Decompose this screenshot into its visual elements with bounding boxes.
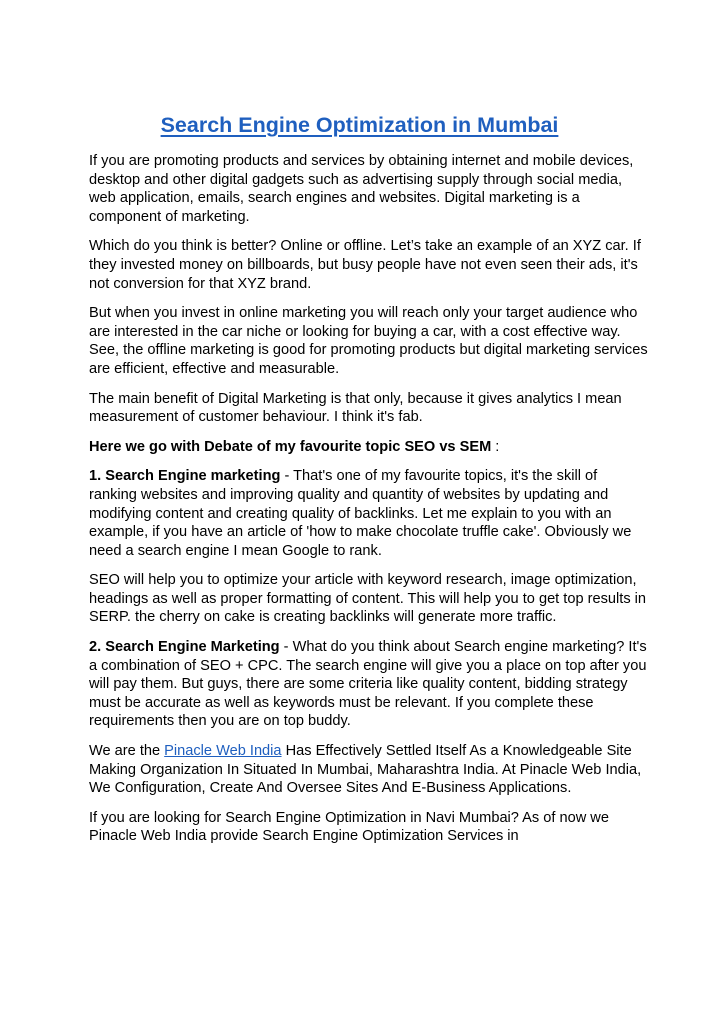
paragraph-navi-mumbai: If you are looking for Search Engine Optimization in Navi Mumbai? As of now we Pinacle Web India provide Search Engine Optimization Services in: [89, 809, 609, 845]
point-2-text: - What do you think about Search engine marketing? It's a combination of SEO + CPC. The search engine will give you a place on top after you will pay them. But guys, there are some criteria like quality content, bidding strategy must be accurate as well as keywords must be relevant. If you complete these requirements then you are on top buddy.: [89, 639, 647, 730]
paragraph-about-us: [89, 742, 649, 798]
about-us-text: Has Effectively Settled Itself As a Knowledgeable Site Making Organization In Situated In Mumbai, Maharashtra India. At Pinacle Web India, We Configuration, Create And Oversee Sites And E-Business Applications.: [89, 743, 642, 797]
point-1-heading: 1. Search Engine marketing: [89, 468, 281, 485]
paragraph-online-offline: Which do you think is better? Online or offline. Let’s take an example of an XYZ car. If they invested money on billboards, but busy people have not even seen their ads, it's not conversion for that XYZ brand.: [89, 238, 641, 292]
page-title: Search Engine Optimization in Mumbai: [160, 113, 559, 137]
paragraph-seo-help: SEO will help you to optimize your article with keyword research, image optimization, headings as well as proper formatting of content. This will help you to get top results in SERP. the cherry on cake is creating backlinks will generate more traffic.: [89, 572, 647, 626]
paragraph-point-2: [89, 638, 649, 731]
point-1-text: - That's one of my favourite topics, it's the skill of ranking websites and improving quality and quantity of websites by updating and modifying content and creating quality of backlinks. Let me explain to you with an example, if you have an article of 'how to make chocolate truffle cake'. Obviously we need a search engine I mean Google to rank.: [89, 468, 632, 559]
paragraph-point-1: [89, 467, 649, 560]
debate-heading: Here we go with Debate of my favourite topic SEO vs SEM: [89, 438, 492, 455]
point-2-heading: 2. Search Engine Marketing: [89, 639, 280, 656]
paragraph-main-benefit: The main benefit of Digital Marketing is that only, because it gives analytics I mean measurement of customer behaviour. I think it's fab.: [89, 390, 622, 426]
paragraph-online-marketing: But when you invest in online marketing you will reach only your target audience who are interested in the car niche or looking for buying a car, with a cost effective way. See, the offline marketing is good for promoting products but digital marketing services are efficient, effective and measurable.: [89, 305, 648, 377]
paragraph-intro: If you are promoting products and services by obtaining internet and mobile devices, desktop and other digital gadgets such as advertising supply through social media, web application, emails, search engines and websites. Digital marketing is a component of marketing.: [89, 153, 634, 225]
debate-colon: :: [491, 438, 500, 455]
paragraph-debate: [89, 438, 649, 457]
pinacle-web-india-link[interactable]: Pinacle Web India: [164, 743, 282, 760]
about-us-prefix: We are the: [89, 743, 165, 760]
document-body: [89, 152, 649, 857]
